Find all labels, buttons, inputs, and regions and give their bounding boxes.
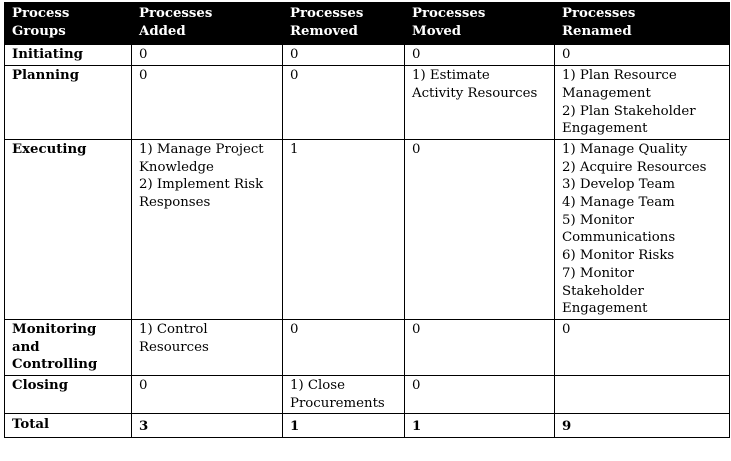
cell-line: 0 (562, 47, 571, 63)
cell-line: 3) Develop Team (562, 177, 676, 193)
cell-line: Controlling (12, 357, 98, 373)
cell-line: Resources (139, 339, 209, 355)
cell-line: 1) Manage Quality (562, 141, 688, 157)
total-removed: 1 (283, 414, 405, 438)
group-cell (5, 139, 132, 319)
added-cell (132, 319, 283, 375)
cell-line: 1) Plan Resource (562, 68, 677, 84)
cell-line: 0 (562, 321, 571, 337)
renamed-cell (555, 319, 730, 375)
cell-line: 0 (290, 321, 299, 337)
cell-line: 0 (139, 47, 148, 63)
added-cell (132, 66, 283, 140)
header-processes-moved: Processes Moved (405, 3, 555, 45)
cell-line: Procurements (290, 395, 385, 411)
cell-line: and (12, 339, 40, 355)
cell-line: Engagement (562, 301, 648, 317)
moved-cell (405, 376, 555, 414)
total-renamed: 9 (555, 414, 730, 438)
cell-line: 7) Monitor (562, 265, 635, 281)
moved-cell (405, 66, 555, 140)
cell-line: Communications (562, 230, 676, 246)
removed-cell (283, 319, 405, 375)
total-row (5, 414, 730, 438)
cell-line: 0 (412, 378, 421, 394)
table-body (5, 45, 730, 438)
renamed-cell (555, 66, 730, 140)
cell-line: Stakeholder (562, 283, 644, 299)
moved-cell (405, 45, 555, 66)
table-row (5, 139, 730, 319)
cell-line: 6) Monitor Risks (562, 248, 675, 264)
group-cell (5, 66, 132, 140)
cell-line: 2) Implement Risk (139, 177, 264, 193)
cell-line: Knowledge (139, 159, 214, 175)
removed-cell (283, 376, 405, 414)
cell-line: 0 (412, 47, 421, 63)
cell-line: 0 (290, 47, 299, 63)
renamed-cell (555, 376, 730, 414)
cell-line: 5) Monitor (562, 212, 635, 228)
table-row (5, 45, 730, 66)
cell-line: 1) Estimate (412, 68, 490, 84)
cell-line: Activity Resources (412, 85, 538, 101)
cell-line: 0 (139, 68, 148, 84)
cell-line: 1) Control (139, 321, 208, 337)
total-added: 3 (132, 414, 283, 438)
moved-cell (405, 319, 555, 375)
total-moved: 1 (405, 414, 555, 438)
cell-line: Closing (12, 378, 69, 394)
header-process-groups: Process Groups (5, 3, 132, 45)
renamed-cell (555, 139, 730, 319)
cell-line: Planning (12, 68, 80, 84)
cell-line: 2) Plan Stakeholder (562, 103, 696, 119)
header-row (5, 3, 730, 45)
cell-line: Management (562, 85, 651, 101)
group-cell (5, 45, 132, 66)
cell-line: 0 (139, 378, 148, 394)
table-row (5, 66, 730, 140)
cell-line: 0 (412, 321, 421, 337)
removed-cell (283, 139, 405, 319)
added-cell (132, 376, 283, 414)
table-row (5, 319, 730, 375)
process-changes-table (4, 2, 730, 438)
cell-line: Executing (12, 141, 87, 157)
cell-line: 2) Acquire Resources (562, 159, 707, 175)
cell-line: 1 (290, 141, 299, 157)
cell-line: Engagement (562, 121, 648, 137)
cell-line: 0 (412, 141, 421, 157)
added-cell (132, 139, 283, 319)
added-cell (132, 45, 283, 66)
cell-line: 1) Manage Project (139, 141, 264, 157)
cell-line: 0 (290, 68, 299, 84)
removed-cell (283, 45, 405, 66)
renamed-cell (555, 45, 730, 66)
removed-cell (283, 66, 405, 140)
header-processes-removed: Processes Removed (283, 3, 405, 45)
cell-line: Monitoring (12, 321, 97, 337)
cell-line: Responses (139, 195, 211, 211)
group-cell (5, 376, 132, 414)
cell-line: Initiating (12, 47, 83, 63)
cell-line: 1) Close (290, 378, 345, 394)
table-row (5, 376, 730, 414)
group-cell (5, 319, 132, 375)
header-processes-renamed: Processes Renamed (555, 3, 730, 45)
header-processes-added: Processes Added (132, 3, 283, 45)
cell-line: 4) Manage Team (562, 195, 675, 211)
moved-cell (405, 139, 555, 319)
total-label: Total (5, 414, 132, 438)
table-header (5, 3, 730, 45)
